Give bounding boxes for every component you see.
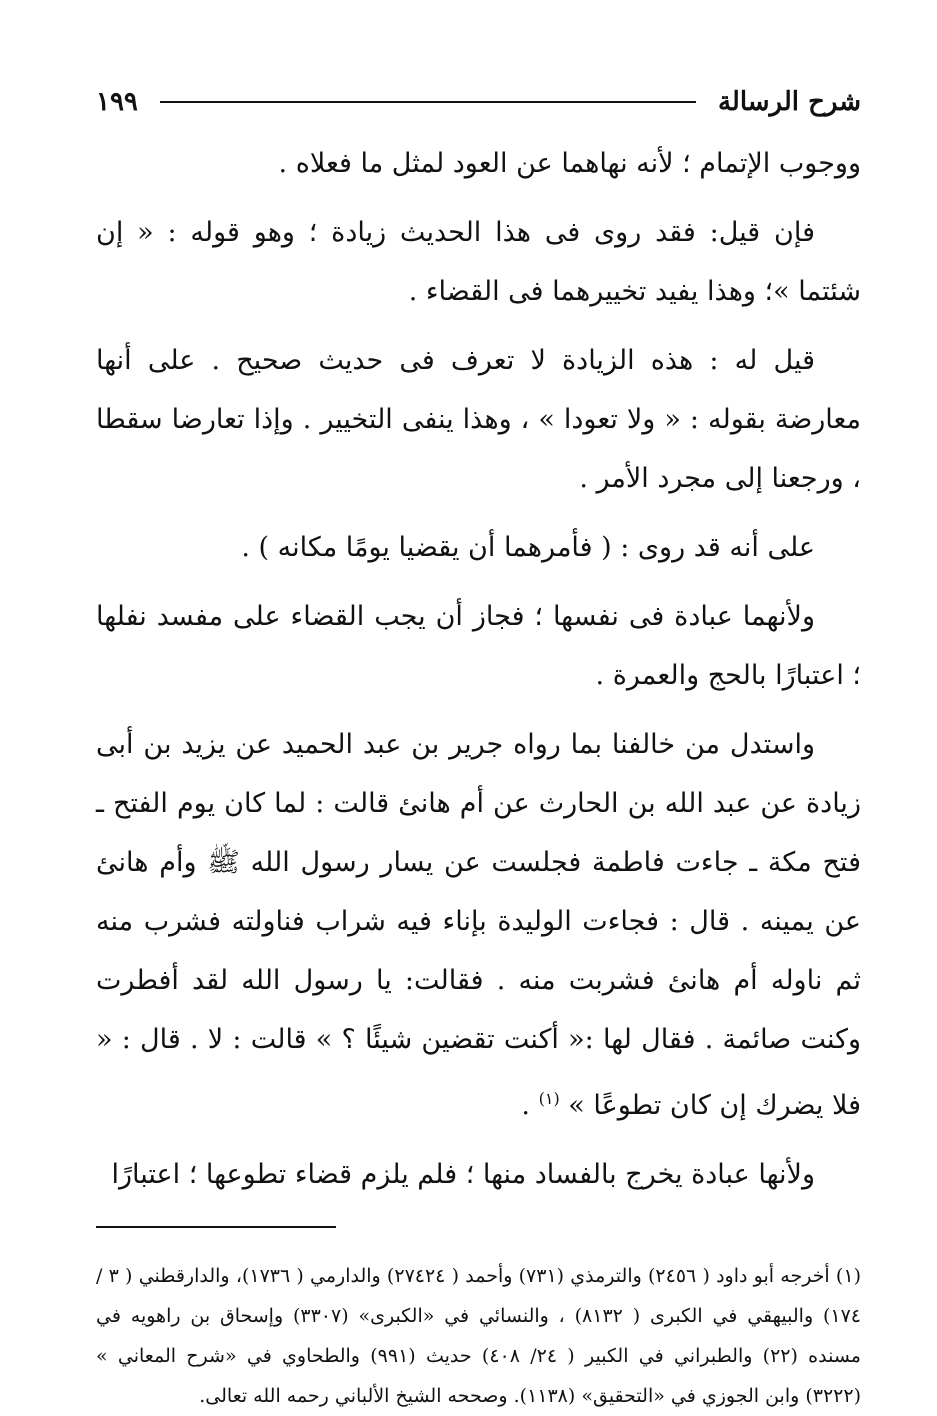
paragraph-1: ووجوب الإتمام ؛ لأنه نهاهما عن العود لمثل ما فعلاه . [278, 148, 861, 179]
paragraph-7: ولأنها عبادة يخرج بالفساد منها ؛ فلم يلزم قضاء تطوعها ؛ اعتبارًا [111, 1159, 815, 1190]
paragraph-3: قيل له : هذه الزيادة لا تعرف فى حديث صحيح . على أنها معارضة بقوله : « ولا تعودا » ، وهذا ينفى التخيير . وإذا تعارضا سقطا ، ورجعنا إلى مجرد الأمر . [96, 345, 861, 494]
header-rule [160, 101, 696, 103]
page-number: ١٩٩ [96, 87, 138, 117]
main-text [96, 134, 861, 1204]
paragraph-2: فإن قيل: فقد روى فى هذا الحديث زيادة ؛ وهو قوله : « إن شئتما »؛ وهذا يفيد تخييرهما فى القضاء . [96, 217, 861, 307]
footnotes [96, 1256, 861, 1416]
paragraph-6 [96, 715, 861, 1135]
paragraph-6-text: واستدل من خالفنا بما رواه جرير بن عبد الحميد عن يزيد بن أبى زيادة عن عبد الله بن الحارث عن أم هانئ قالت : لما كان يوم الفتح ـ فتح مكة ـ جاءت فاطمة فجلست عن يسار رسول الله ﷺ وأم هانئ عن يمينه . قال : فجاءت الوليدة بإناء فيه شراب فناولته فشرب منه ثم ناوله أم هانئ فشربت منه . فقالت: يا رسول الله لقد أفطرت وكنت صائمة . فقال لها :« أكنت تقضين شيئًا ؟ » قالت : لا . قال : « فلا يضرك إن كان تطوعًا » [96, 729, 861, 1121]
paragraph-5: ولأنهما عبادة فى نفسها ؛ فجاز أن يجب القضاء على مفسد نفلها ؛ اعتبارًا بالحج والعمرة . [96, 601, 861, 691]
paragraph-4: على أنه قد روى : ( فأمرهما أن يقضيا يومًا مكانه ) . [241, 532, 815, 563]
footnote-reference: (١) [538, 1089, 560, 1108]
footnote-separator [96, 1226, 336, 1228]
paragraph-6-end: . [521, 1090, 539, 1121]
footnote-1: (١) أخرجه أبو داود ( ٢٤٥٦) والترمذي (٧٣١) وأحمد ( ٢٧٤٢٤) والدارمي ( ١٧٣٦)، والدارقطني ( ٣ / ١٧٤) والبيهقي في الكبرى ( ٨١٣٢) ، والنسائي في «الكبرى» (٣٣٠٧) وإسحاق بن راهويه في مسنده (٢٢) والطبراني في الكبير ( ٢٤/ ٤٠٨) حديث (٩٩١) والطحاوي في «شرح المعاني » (٣٢٢٢) وابن الجوزي في «التحقيق» (١١٣٨). وصححه الشيخ الألباني رحمه الله تعالى. [96, 1265, 862, 1407]
book-page [96, 80, 861, 1416]
header-title: شرح الرسالة [717, 87, 861, 117]
running-header [96, 80, 861, 124]
